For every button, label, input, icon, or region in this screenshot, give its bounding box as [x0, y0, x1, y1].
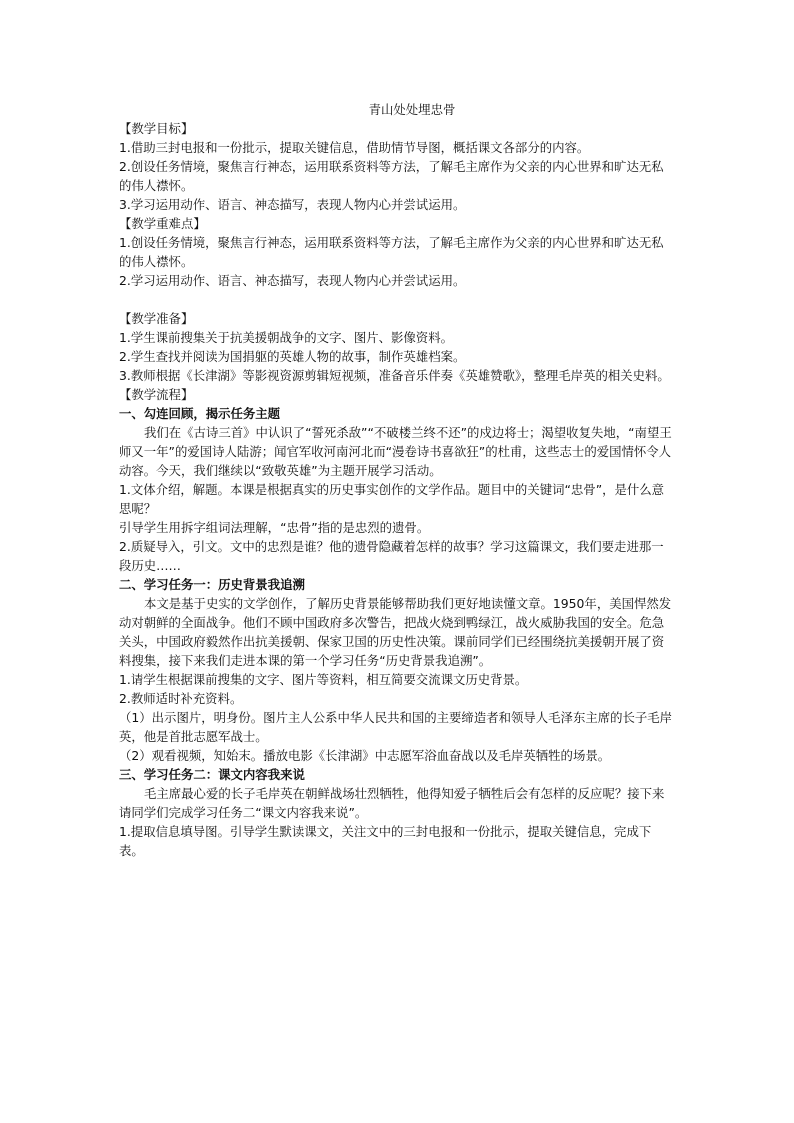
preparation-item: 2.学生查找并阅读为国捐躯的英雄人物的故事，制作英雄档案。	[119, 349, 466, 364]
process-part2-subitem: （2）观看视频，知始末。播放电影《长津湖》中志愿军浴血奋战以及毛岸英牺牲的场景。	[119, 748, 611, 763]
key-point-item: 1.创设任务情境，聚焦言行神态，运用联系资料等方法，了解毛主席作为父亲的内心世界和旷达无私的伟人襟怀。	[119, 235, 664, 269]
document-body	[119, 101, 675, 860]
process-part2-heading: 二、学习任务一：历史背景我追溯	[119, 577, 305, 592]
process-part1-paragraph: 我们在《古诗三首》中认识了“誓死杀敌”“不破楼兰终不还”的戍边将士；渴望收复失地，“南望王师又一年”的爱国诗人陆游；闻官军收河南河北而“漫卷诗书喜欲狂”的杜甫，这些志士的爱国情怀令人动容。今天，我们继续以“致敬英雄”为主题开展学习活动。	[119, 425, 672, 478]
process-part1-heading: 一、勾连回顾，揭示任务主题	[119, 406, 281, 421]
goal-item: 1.借助三封电报和一份批示，提取关键信息，借助情节导图，概括课文各部分的内容。	[119, 140, 590, 155]
process-part1-item: 引导学生用拆字组词法理解，“忠骨”指的是忠烈的遗骨。	[119, 520, 430, 535]
process-part3-paragraph: 毛主席最心爱的长子毛岸英在朝鲜战场壮烈牺牲，他得知爱子牺牲后会有怎样的反应呢？接下来请同学们完成学习任务二“课文内容我来说”。	[119, 786, 665, 820]
preparation-item: 3.教师根据《长津湖》等影视资源剪辑短视频，准备音乐伴奏《英雄赞歌》，整理毛岸英的相关史料。	[119, 368, 670, 383]
key-point-item: 2.学习运用动作、语言、神态描写，表现人物内心并尝试运用。	[119, 273, 466, 288]
blank-line	[119, 290, 675, 309]
process-part2-subitem: （1）出示图片，明身份。图片主人公系中华人民共和国的主要缔造者和领导人毛泽东主席的长子毛岸英，他是首批志愿军战士。	[119, 710, 673, 744]
process-part1-item: 2.质疑导入，引文。文中的忠烈是谁？他的遗骨隐藏着怎样的故事？学习这篇课文，我们要走进那一段历史……	[119, 539, 664, 573]
process-part3-heading: 三、学习任务二：课文内容我来说	[119, 767, 305, 782]
process-part2-item: 1.请学生根据课前搜集的文字、图片等资料，相互简要交流课文历史背景。	[119, 672, 528, 687]
goal-item: 2.创设任务情境，聚焦言行神态，运用联系资料等方法，了解毛主席作为父亲的内心世界和旷达无私的伟人襟怀。	[119, 159, 664, 193]
process-part1-item: 1.文体介绍，解题。本课是根据真实的历史事实创作的文学作品。题目中的关键词“忠骨”，是什么意思呢？	[119, 482, 665, 516]
section-heading-key-points: 【教学重难点】	[119, 216, 206, 231]
process-part2-item: 2.教师适时补充资料。	[119, 691, 243, 706]
process-part3-item: 1.提取信息填导图。引导学生默读课文，关注文中的三封电报和一份批示，提取关键信息，完成下表。	[119, 824, 652, 858]
goal-item: 3.学习运用动作、语言、神态描写，表现人物内心并尝试运用。	[119, 197, 466, 212]
preparation-item: 1.学生课前搜集关于抗美援朝战争的文字、图片、影像资料。	[119, 330, 453, 345]
section-heading-process: 【教学流程】	[119, 387, 194, 402]
process-part2-paragraph: 本文是基于史实的文学创作，了解历史背景能够帮助我们更好地读懂文章。1950年，美国悍然发动对朝鲜的全面战争。他们不顾中国政府多次警告，把战火烧到鸭绿江，战火威胁我国的安全。危急关头，中国政府毅然作出抗美援朝、保家卫国的历史性决策。课前同学们已经围绕抗美援朝开展了资料搜集，接下来我们走进本课的第一个学习任务“历史背景我追溯”。	[119, 596, 672, 668]
section-heading-goals: 【教学目标】	[119, 121, 194, 136]
section-heading-preparation: 【教学准备】	[119, 311, 194, 326]
page-title: 青山处处埋忠骨	[368, 102, 456, 117]
